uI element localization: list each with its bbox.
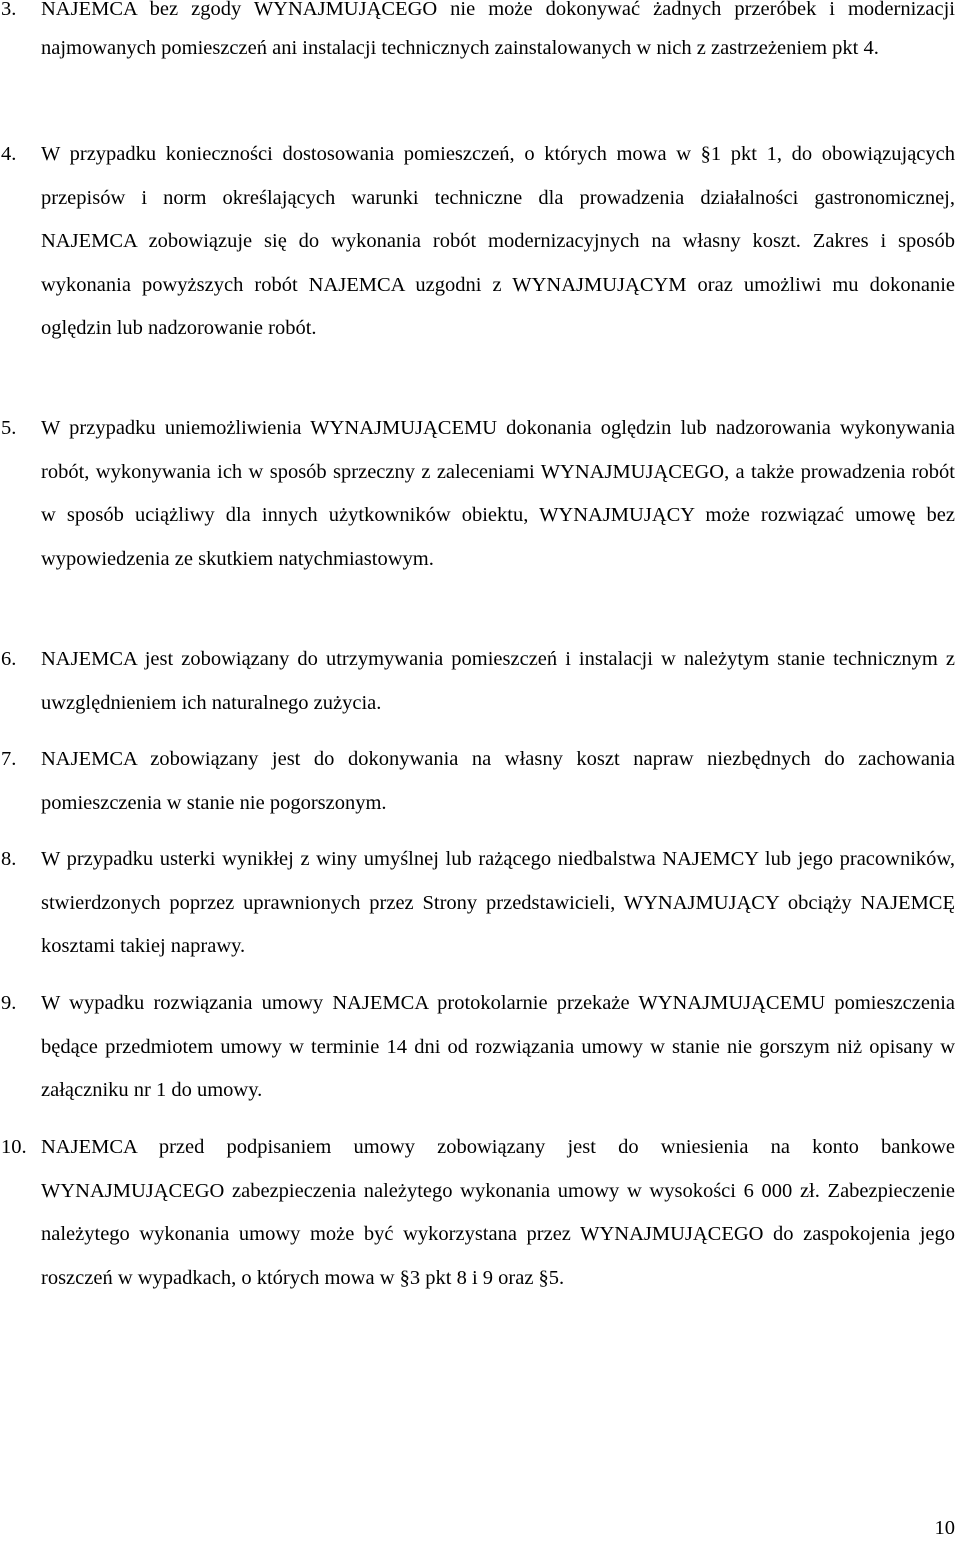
item-text: NAJEMCA przed podpisaniem umowy zobowiązany jest do wniesienia na konto bankowe WYNAJMUJĄCEGO zabezpieczenia należytego wykonania umowy w wysokości 6 000 zł. Zabezpieczenie należytego wykonania umowy może być wykorzystana przez WYNAJMUJĄCEGO do zaspokojenia jego roszczeń w wypadkach, o których mowa w §3 pkt 8 i 9 oraz §5. (41, 1136, 955, 1289)
item-number: 4. (1, 143, 17, 165)
item-number: 5. (1, 417, 17, 439)
page-number: 10 (934, 1517, 955, 1539)
item-text: W przypadku konieczności dostosowania pomieszczeń, o których mowa w §1 pkt 1, do obowiązujących przepisów i norm określających warunki techniczne dla prowadzenia działalności gastronomicznej, NAJEMCA zobowiązuje się do wykonania robót modernizacyjnych na własny koszt. Zakres i sposób wykonania powyższych robót NAJEMCA uzgodni z WYNAJMUJĄCYM oraz umożliwi mu dokonanie oględzin lub nadzorowanie robót. (41, 143, 955, 339)
item-number: 9. (1, 992, 17, 1014)
item-text: NAJEMCA jest zobowiązany do utrzymywania pomieszczeń i instalacji w należytym stanie technicznym z uwzględnieniem ich naturalnego zużycia. (41, 648, 955, 714)
item-number: 6. (1, 648, 17, 670)
item-text: W wypadku rozwiązania umowy NAJEMCA protokolarnie przekaże WYNAJMUJĄCEMU pomieszczenia będące przedmiotem umowy w terminie 14 dni od rozwiązania umowy w stanie nie gorszym niż opisany w załączniku nr 1 do umowy. (41, 992, 955, 1101)
item-number: 7. (1, 748, 17, 770)
item-text: NAJEMCA zobowiązany jest do dokonywania na własny koszt napraw niezbędnych do zachowania pomieszczenia w stanie nie pogorszonym. (41, 748, 955, 814)
item-text: NAJEMCA bez zgody WYNAJMUJĄCEGO nie może dokonywać żadnych przeróbek i modernizacji najmowanych pomieszczeń ani instalacji technicznych zainstalowanych w nich z zastrzeżeniem pkt 4. (41, 0, 955, 59)
item-number: 8. (1, 848, 17, 870)
item-number: 3. (1, 0, 17, 20)
item-text: W przypadku usterki wynikłej z winy umyślnej lub rażącego niedbalstwa NAJEMCY lub jego pracowników, stwierdzonych poprzez uprawnionych przez Strony przedstawicieli, WYNAJMUJĄCY obciąży NAJEMCĘ kosztami takiej naprawy. (41, 848, 955, 957)
item-number: 10. (1, 1136, 27, 1158)
item-text: W przypadku uniemożliwienia WYNAJMUJĄCEMU dokonania oględzin lub nadzorowania wykonywania robót, wykonywania ich w sposób sprzeczny z zaleceniami WYNAJMUJĄCEGO, a także prowadzenia robót w sposób uciążliwy dla innych użytkowników obiektu, WYNAJMUJĄCY może rozwiązać umowę bez wypowiedzenia ze skutkiem natychmiastowym. (41, 417, 955, 570)
